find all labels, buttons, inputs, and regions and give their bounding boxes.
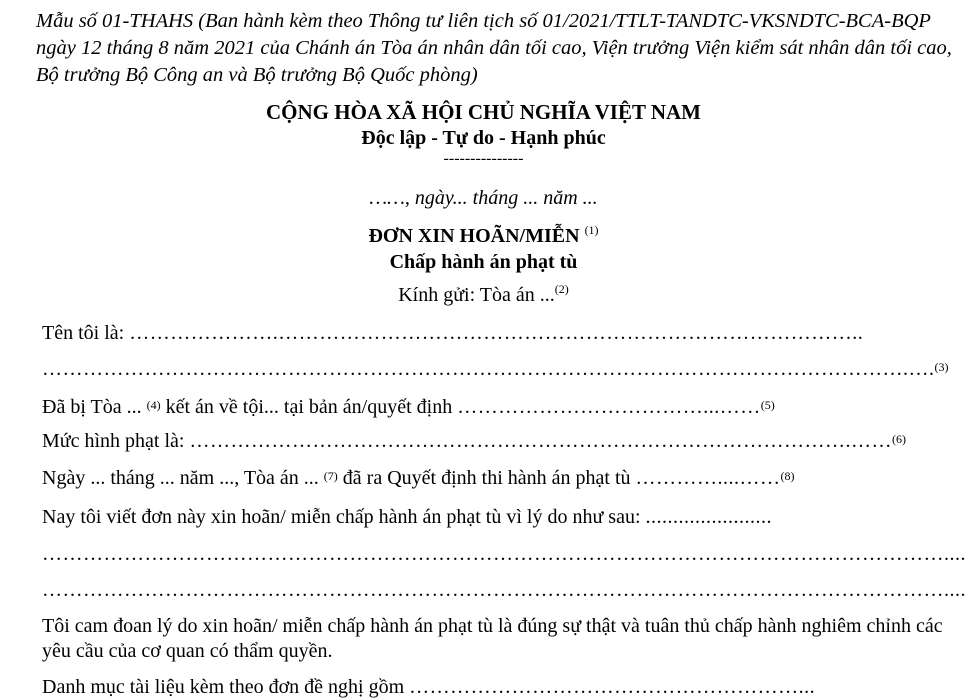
name-footnote: (3) [934,360,949,374]
penalty-blank[interactable]: …………………………………………………………………………………….…… [189,430,892,452]
decision-court-footnote: (7) [323,469,338,483]
penalty-label: Mức hình phạt là: [42,430,185,452]
name-field-line [42,321,942,345]
motto-divider: --------------- [443,150,524,167]
penalty-footnote: (6) [891,432,906,446]
name-blank[interactable]: ………………….………………………………………………………………………….. [129,322,864,344]
attachments-blank[interactable]: …………………………………………………... [409,676,816,698]
conviction-label: kết án về tội... tại bản án/quyết định [165,396,453,418]
court-footnote: (4) [146,398,161,412]
reason-blank-2[interactable]: …………………………………………………………………………………………………………………….... [42,543,966,565]
decision-label: đã ra Quyết định thi hành án phạt tù [342,467,631,489]
document-title-text: ĐƠN XIN HOÃN/MIỄN [368,225,580,247]
commitment-paragraph: Tôi cam đoan lý do xin hoãn/ miễn chấp hành án phạt tù là đúng sự thật và tuân thủ chấp hành nghiêm chỉnh các yêu cầu của cơ quan có thẩm quyền. [42,615,943,662]
document-title [0,225,967,248]
name-continuation-blank[interactable]: ……………………………………………………………………………………………………………….…. [42,358,935,380]
court-label: Đã bị Tòa ... [42,396,142,418]
recipient-text: Kính gửi: Tòa án ... [398,284,555,306]
reason-blank[interactable]: ....................... [645,506,773,528]
national-motto: Độc lập - Tự do - Hạnh phúc [361,127,606,149]
decision-blank[interactable]: …………....…… [635,467,781,489]
recipient-footnote: (2) [554,282,569,296]
decision-date-label: Ngày ... tháng ... năm ..., Tòa án ... [42,467,319,489]
attachments-line [42,675,942,699]
national-title: CỘNG HÒA XÃ HỘI CHỦ NGHĨA VIỆT NAM [265,100,702,124]
form-header-note: Mẫu số 01-THAHS (Ban hành kèm theo Thông tư liên tịch số 01/2021/TTLT-TANDTC-VKSNDTC-BCA-BQP ngày 12 tháng 8 năm 2021 của Chánh án Tòa án nhân dân tối cao, Viện trưởng Viện kiểm sát nhân dân tối cao, Bộ trưởng Bộ Công an và Bộ trưởng Bộ Quốc phòng) [36,10,952,86]
name-continuation-line [42,357,949,381]
conviction-footnote: (5) [760,398,775,412]
reason-line [42,505,942,529]
name-label: Tên tôi là: [42,322,125,344]
reason-label: Nay tôi viết đơn này xin hoãn/ miễn chấp hành án phạt tù vì lý do như sau: [42,506,641,528]
document-subtitle: Chấp hành án phạt tù [389,251,578,273]
reason-line-3 [42,578,966,602]
conviction-blank[interactable]: ………………………………...…… [457,396,761,418]
reason-line-2 [42,542,966,566]
attachments-label: Danh mục tài liệu kèm theo đơn đề nghị gồm [42,676,405,698]
recipient-line [0,284,967,307]
title-footnote: (1) [584,223,599,237]
decision-line [42,466,942,490]
conviction-line [42,395,942,419]
place-date-line: ……, ngày... tháng ... năm ... [369,187,598,209]
decision-footnote: (8) [780,469,795,483]
reason-blank-3[interactable]: …………………………………………………………………………………………………………………….... [42,579,966,601]
penalty-line [42,429,942,453]
